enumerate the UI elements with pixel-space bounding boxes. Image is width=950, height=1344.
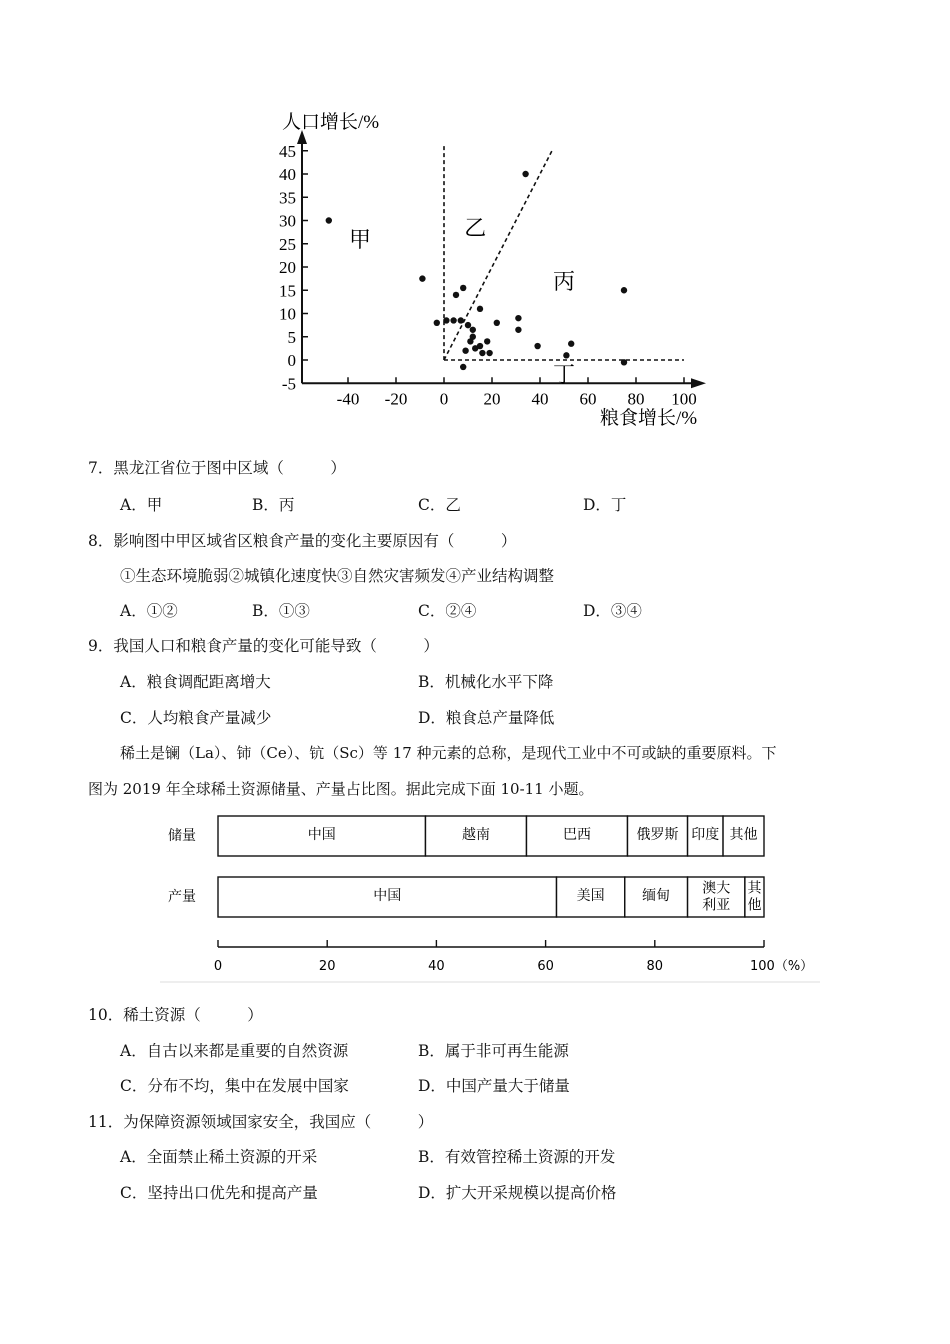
data-point xyxy=(460,364,466,370)
y-tick-label: 15 xyxy=(279,281,296,301)
bar-segment-label: 缅甸 xyxy=(642,888,671,904)
bar-segment-label: 中国 xyxy=(307,827,336,843)
q8-statements: ①生态环境脆弱②城镇化速度快③自然灾害频发④产业结构调整 xyxy=(120,567,555,585)
q8-option-d[interactable]: D．③④ xyxy=(583,602,642,620)
x-axis-arrow-icon xyxy=(691,378,706,388)
bar-tick-label: 100（%） xyxy=(750,959,814,974)
data-point xyxy=(484,338,490,344)
diagonal-divider-line xyxy=(444,151,552,360)
region-label: 甲 xyxy=(348,227,372,253)
y-tick-label: 10 xyxy=(279,304,296,324)
question-9-stem: 9．我国人口和粮食产量的变化可能导致（ ） xyxy=(88,637,439,655)
data-point xyxy=(460,285,466,291)
bar-segment-label: 其 xyxy=(747,880,762,897)
data-point xyxy=(434,320,440,326)
bar-segment-label: 越南 xyxy=(461,827,490,843)
x-tick-label: 60 xyxy=(579,389,597,409)
bar-segment-label: 美国 xyxy=(576,888,605,904)
data-point xyxy=(470,327,476,333)
scatter-tick-labels xyxy=(279,142,697,409)
q7-option-a[interactable]: A．甲 xyxy=(120,496,163,514)
data-point xyxy=(515,327,521,333)
q9-option-a[interactable]: A．粮食调配距离增大 xyxy=(120,673,271,691)
y-axis-label: 人口增长/% xyxy=(282,112,380,133)
data-point xyxy=(458,317,464,323)
q9-option-d[interactable]: D．粮食总产量降低 xyxy=(418,709,555,727)
x-tick-label: -40 xyxy=(336,389,360,409)
x-tick-label: 100 xyxy=(671,389,697,409)
scatter-axes xyxy=(297,130,706,388)
question-8-stem: 8．影响图中甲区域省区粮食产量的变化主要原因有（ ） xyxy=(88,532,517,550)
q8-option-a[interactable]: A．①② xyxy=(120,602,178,620)
data-point xyxy=(326,217,332,223)
y-tick-label: 0 xyxy=(287,351,296,370)
y-tick-label: 25 xyxy=(279,234,296,254)
bar-tick-label: 60 xyxy=(537,959,554,974)
data-point xyxy=(453,292,459,298)
data-point xyxy=(522,171,528,177)
data-point xyxy=(479,350,485,356)
x-tick-label: 20 xyxy=(483,389,501,409)
question-10-stem: 10．稀土资源（ ） xyxy=(88,1006,263,1024)
data-point xyxy=(534,343,540,349)
data-point xyxy=(465,322,471,328)
y-tick-label: -5 xyxy=(281,374,296,394)
data-point xyxy=(621,359,627,365)
data-point xyxy=(621,287,627,293)
q10-option-d[interactable]: D．中国产量大于储量 xyxy=(418,1077,570,1095)
q11-option-a[interactable]: A．全面禁止稀土资源的开采 xyxy=(120,1148,318,1166)
bar-tick-label: 80 xyxy=(646,959,664,974)
population-food-scatter-chart xyxy=(250,100,730,440)
q10-option-c[interactable]: C．分布不均，集中在发展中国家 xyxy=(120,1077,349,1095)
q8-option-c[interactable]: C．②④ xyxy=(418,602,477,620)
q9-option-b[interactable]: B．机械化水平下降 xyxy=(418,673,554,691)
bar-row-label: 储量 xyxy=(168,828,196,844)
scatter-region-labels xyxy=(349,215,575,386)
bar-segment-label: 巴西 xyxy=(562,827,591,843)
data-point xyxy=(494,320,500,326)
data-point xyxy=(563,352,569,358)
y-tick-label: 35 xyxy=(279,188,296,208)
x-tick-label: 0 xyxy=(439,389,449,409)
y-tick-label: 20 xyxy=(279,258,296,277)
bar-tick-label: 0 xyxy=(213,959,223,974)
scatter-region-dividers xyxy=(444,146,684,360)
bar-segment-label: 利亚 xyxy=(702,897,731,914)
region-label: 丁 xyxy=(552,361,576,387)
region-label: 丙 xyxy=(552,268,576,294)
q7-option-c[interactable]: C．乙 xyxy=(418,496,461,514)
bar-rows xyxy=(168,816,764,917)
rare-earth-intro-line-2: 图为 2019 年全球稀土资源储量、产量占比图。据此完成下面 10-11 小题。 xyxy=(88,780,594,798)
data-point xyxy=(486,350,492,356)
y-tick-label: 45 xyxy=(279,141,296,161)
bar-segment-label: 中国 xyxy=(373,888,402,904)
bar-tick-label: 20 xyxy=(318,959,336,974)
bar-segment-label: 其他 xyxy=(729,827,758,843)
x-tick-label: 40 xyxy=(531,389,549,409)
data-point xyxy=(467,338,473,344)
data-point xyxy=(477,306,483,312)
question-11-stem: 11．为保障资源领域国家安全，我国应（ ） xyxy=(88,1113,434,1131)
rare-earth-share-bar-chart xyxy=(160,808,825,986)
q9-option-c[interactable]: C．人均粮食产量减少 xyxy=(120,709,272,727)
q7-option-d[interactable]: D．丁 xyxy=(583,496,627,514)
y-tick-label: 5 xyxy=(287,327,296,347)
q8-option-b[interactable]: B．①③ xyxy=(252,602,310,620)
data-point xyxy=(515,315,521,321)
y-tick-label: 40 xyxy=(279,165,296,184)
x-axis-label: 粮食增长/% xyxy=(600,408,698,429)
rare-earth-intro-line-1: 稀土是镧（La）、铈（Ce）、钪（Sc）等 17 种元素的总称，是现代工业中不可或缺的重要原料。下 xyxy=(120,744,777,762)
data-point xyxy=(462,348,468,354)
bar-tick-label: 40 xyxy=(428,959,445,974)
q11-option-d[interactable]: D．扩大开采规模以提高价格 xyxy=(418,1184,617,1202)
x-tick-label: -20 xyxy=(384,389,408,409)
bar-row-label: 产量 xyxy=(168,889,196,905)
y-tick-label: 30 xyxy=(279,211,296,231)
q7-option-b[interactable]: B．丙 xyxy=(252,496,295,514)
bar-segment-label: 印度 xyxy=(691,827,720,843)
scatter-points xyxy=(326,171,628,370)
region-label: 乙 xyxy=(464,215,487,241)
data-point xyxy=(443,317,449,323)
bar-segment-label: 澳大 xyxy=(702,880,731,897)
data-point xyxy=(477,343,483,349)
data-point xyxy=(419,275,425,281)
q10-option-b[interactable]: B．属于非可再生能源 xyxy=(418,1042,569,1060)
bar-segment-label: 俄罗斯 xyxy=(636,827,679,843)
x-tick-label: 80 xyxy=(627,389,645,409)
bar-x-axis xyxy=(214,940,813,974)
question-7-stem: 7．黑龙江省位于图中区域（ ） xyxy=(88,459,346,477)
q11-option-b[interactable]: B．有效管控稀土资源的开发 xyxy=(418,1148,616,1166)
data-point xyxy=(450,317,456,323)
q10-option-a[interactable]: A．自古以来都是重要的自然资源 xyxy=(120,1042,349,1060)
bar-segment-label: 他 xyxy=(747,897,762,914)
q11-option-c[interactable]: C．坚持出口优先和提高产量 xyxy=(120,1184,318,1202)
data-point xyxy=(568,341,574,347)
